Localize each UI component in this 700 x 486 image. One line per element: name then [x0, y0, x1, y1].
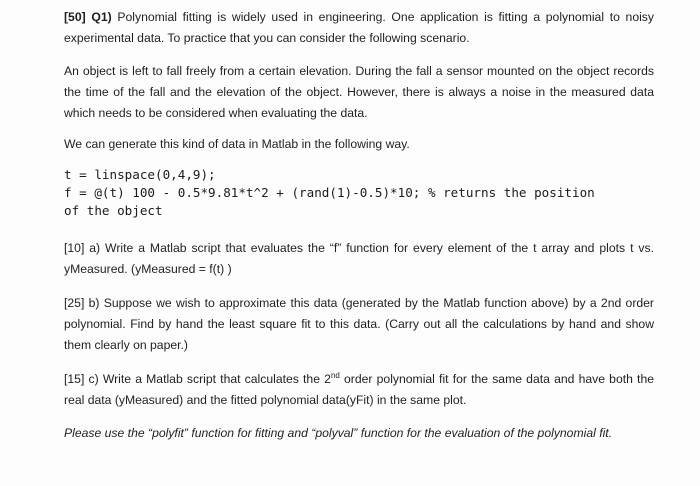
part-c: [64, 369, 654, 411]
question-marks: [50]: [64, 10, 86, 24]
question-intro-text: Polynomial fitting is widely used in engineering. One application is fitting a polynomial to noisy experimental data. To practice that you can consider the following scenario.: [64, 10, 654, 45]
code-line: of the object: [64, 203, 163, 218]
part-c-after: order polynomial fit for the same data and have both the real data (yMeasured) and the fitted polynomial data(yFit) in the same plot.: [64, 372, 654, 407]
matlab-intro: We can generate this kind of data in Matlab in the following way.: [64, 137, 410, 151]
code-line: f = @(t) 100 - 0.5*9.81*t^2 + (rand(1)-0.5)*10; % returns the position: [64, 185, 595, 200]
code-block: [64, 166, 664, 220]
question-label: Q1): [91, 10, 112, 24]
scenario-paragraph: An object is left to fall freely from a certain elevation. During the fall a sensor mounted on the object records the time of the fall and the elevation of the object. However, there is always a noise in the measured data which needs to be considered when evaluating the data.: [64, 64, 654, 120]
part-a: [10] a) Write a Matlab script that evaluates the “f” function for every element of the t array and plots t vs. yMeasured. (yMeasured = f(t) ): [64, 241, 654, 276]
part-b: [25] b) Suppose we wish to approximate this data (generated by the Matlab function above) by a 2nd order polynomial. Find by hand the least square fit to this data. (Carry out all the calculations by hand and show them clearly on paper.): [64, 296, 654, 352]
part-c-before: [15] c) Write a Matlab script that calculates the 2: [64, 372, 331, 386]
instruction-note: Please use the “polyfit” function for fitting and “polyval” function for the evaluation of the polynomial fit.: [64, 426, 613, 440]
code-line: t = linspace(0,4,9);: [64, 167, 216, 182]
question-intro: [64, 7, 654, 49]
part-c-superscript: nd: [330, 370, 340, 380]
